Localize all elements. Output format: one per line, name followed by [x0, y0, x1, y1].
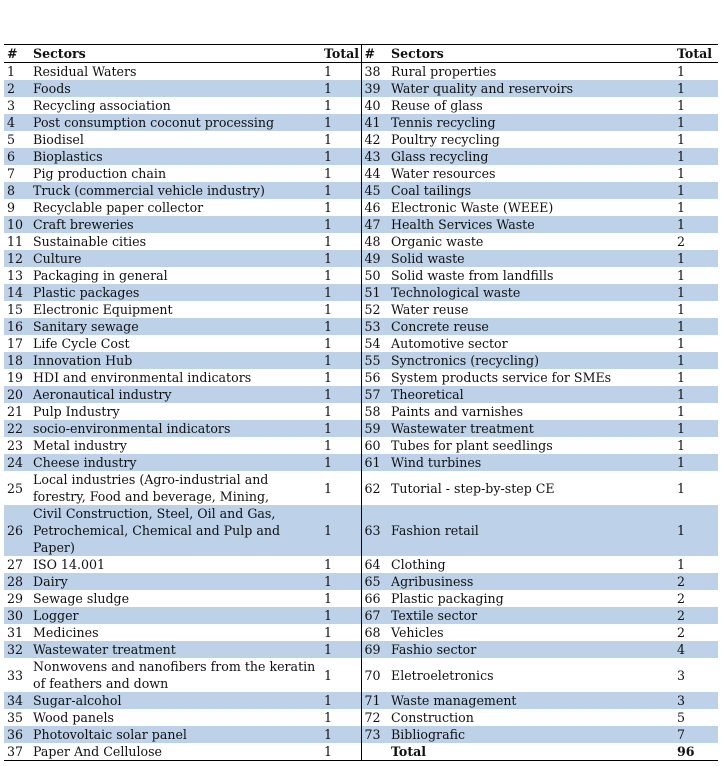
row-number-right: 43 [361, 148, 388, 165]
row-number-right: 56 [361, 369, 388, 386]
row-number-left: 10 [4, 216, 30, 233]
row-sector-right: Poultry recycling [391, 132, 500, 147]
row-total-right: 1 [677, 336, 686, 351]
row-sector-right: Paints and varnishes [391, 404, 524, 419]
row-total-left: 1 [324, 625, 333, 640]
table-row [4, 471, 718, 505]
row-total-left: 1 [324, 268, 333, 283]
row-number-left: 32 [4, 641, 30, 658]
row-number-right: 63 [361, 505, 388, 556]
table-row [4, 233, 718, 250]
row-number-right: 51 [361, 284, 388, 301]
row-sector-right: Reuse of glass [391, 98, 483, 113]
table-row [4, 624, 718, 641]
row-total-right: 1 [677, 64, 686, 79]
row-sector-left: Foods [30, 80, 320, 97]
row-total-left: 1 [320, 284, 361, 301]
row-number-left: 19 [7, 370, 24, 385]
row-total-right: 1 [677, 98, 686, 113]
row-number-right: 73 [361, 726, 388, 743]
row-sector-right: Textile sector [388, 607, 673, 624]
table-row [4, 63, 718, 81]
row-sector-right: Concrete reuse [388, 318, 673, 335]
header-row [4, 45, 718, 63]
row-number-right: 44 [361, 165, 388, 182]
row-number-right: 60 [361, 437, 388, 454]
row-number-right: 42 [361, 131, 388, 148]
header-total-right: Total [673, 45, 718, 63]
row-total-left: 1 [324, 336, 333, 351]
row-total-left: 1 [320, 505, 361, 556]
row-number-left: 17 [7, 336, 24, 351]
row-sector-right: Water quality and reservoirs [388, 80, 673, 97]
row-number-left: 20 [4, 386, 30, 403]
row-total-left: 1 [324, 98, 333, 113]
row-number-right: 70 [361, 658, 388, 692]
row-number-left: 30 [4, 607, 30, 624]
row-total-right: 1 [673, 216, 718, 233]
row-total-right: 1 [673, 250, 718, 267]
row-number-left: 27 [7, 557, 24, 572]
table-row [4, 386, 718, 403]
row-number-left: 25 [7, 480, 24, 496]
row-total-left: 1 [320, 216, 361, 233]
row-sector-right: Automotive sector [391, 336, 508, 351]
row-number-right: 45 [361, 182, 388, 199]
row-number-left: 29 [7, 591, 24, 606]
row-number-left: 14 [4, 284, 30, 301]
row-total-right: 2 [673, 607, 718, 624]
row-sector-left: Sugar-alcohol [30, 692, 320, 709]
row-sector-left: socio-environmental indicators [30, 420, 320, 437]
row-number-left: 5 [7, 132, 16, 147]
table-row [4, 658, 718, 692]
row-total-left: 1 [320, 420, 361, 437]
row-total-right: 1 [677, 302, 686, 317]
row-number-left: 28 [4, 573, 30, 590]
row-number-right: 55 [361, 352, 388, 369]
table-row [4, 505, 718, 556]
table-row [4, 114, 718, 131]
row-number-right: 69 [361, 641, 388, 658]
row-sector-left: Wood panels [33, 710, 114, 725]
row-total-right: 2 [677, 234, 686, 249]
row-total-right: 1 [677, 166, 686, 181]
row-number-right: 65 [361, 573, 388, 590]
row-sector-right: Coal tailings [388, 182, 673, 199]
row-sector-right: Organic waste [391, 234, 484, 249]
table-row [4, 97, 718, 114]
row-total-right: 2 [673, 573, 718, 590]
row-total-right: 1 [677, 438, 686, 453]
header-sectors-right: Sectors [388, 45, 673, 63]
row-total-right: 1 [673, 318, 718, 335]
row-sector-right: Bibliografic [388, 726, 673, 743]
table-row [4, 301, 718, 318]
row-number-left: 13 [7, 268, 24, 283]
row-total-left: 1 [320, 148, 361, 165]
row-total-left: 1 [324, 302, 333, 317]
row-number-right: 50 [361, 267, 388, 284]
row-sector-left: Paper And Cellulose [30, 743, 320, 761]
row-total-left: 1 [324, 132, 333, 147]
row-sector-right: Solid waste from landfills [391, 268, 554, 283]
row-number-right: 57 [361, 386, 388, 403]
row-sector-left: Life Cycle Cost [33, 336, 130, 351]
row-sector-right: Electronic Waste (WEEE) [391, 200, 554, 215]
row-number-right: 39 [361, 80, 388, 97]
row-number-left: 15 [7, 302, 24, 317]
table-row [4, 216, 718, 233]
row-total-left: 1 [324, 404, 333, 419]
row-sector-left: Aeronautical industry [30, 386, 320, 403]
row-number-left: 7 [7, 166, 16, 181]
row-total-right: 1 [677, 132, 686, 147]
table-row [4, 80, 718, 97]
row-number-right: 61 [361, 454, 388, 471]
row-number-right: 49 [361, 250, 388, 267]
table-row [4, 641, 718, 658]
table-row [4, 454, 718, 471]
row-total-left: 1 [320, 743, 361, 761]
row-number-left: 18 [4, 352, 30, 369]
table-row [4, 607, 718, 624]
row-sector-right: Agribusiness [388, 573, 673, 590]
table-row [4, 284, 718, 301]
row-sector-right: Theoretical [388, 386, 673, 403]
row-total-left: 1 [324, 234, 333, 249]
row-sector-left: Photovoltaic solar panel [30, 726, 320, 743]
row-total-right: 96 [673, 743, 718, 761]
row-total-right: 4 [673, 641, 718, 658]
row-sector-left: Post consumption coconut processing [30, 114, 320, 131]
row-sector-left: Craft breweries [30, 216, 320, 233]
table-row [4, 437, 718, 454]
row-total-left: 1 [324, 64, 333, 79]
row-total-left: 1 [324, 370, 333, 385]
row-total-right: 1 [673, 454, 718, 471]
row-total-left: 1 [320, 250, 361, 267]
table-row [4, 250, 718, 267]
row-number-right: 38 [361, 63, 388, 81]
table-row [4, 182, 718, 199]
row-sector-right: Water reuse [391, 302, 469, 317]
row-number-right: 52 [361, 301, 388, 318]
row-number-left: 36 [4, 726, 30, 743]
row-sector-left: Recycling association [33, 98, 171, 113]
row-number-left: 35 [7, 710, 24, 725]
row-number-right: 64 [361, 556, 388, 573]
row-number-right: 66 [361, 590, 388, 607]
table-row [4, 573, 718, 590]
row-sector-left: Civil Construction, Steel, Oil and Gas, Petrochemical, Chemical and Pulp and Paper) [30, 505, 320, 556]
row-sector-left: Innovation Hub [30, 352, 320, 369]
row-number-right: 48 [361, 233, 388, 250]
row-sector-right: Vehicles [391, 625, 444, 640]
row-sector-right: Waste management [388, 692, 673, 709]
row-total-left: 1 [320, 352, 361, 369]
row-sector-right: Tubes for plant seedlings [391, 438, 553, 453]
table-row [4, 335, 718, 352]
row-number-left: 22 [4, 420, 30, 437]
row-number-left: 4 [4, 114, 30, 131]
row-sector-right: Fashio sector [388, 641, 673, 658]
row-number-right: 58 [361, 403, 388, 420]
row-sector-right: Technological waste [388, 284, 673, 301]
table-row [4, 709, 718, 726]
row-number-right: 71 [361, 692, 388, 709]
row-number-left: 2 [4, 80, 30, 97]
row-total-right: 1 [677, 404, 686, 419]
table-row [4, 199, 718, 216]
row-sector-left: Wastewater treatment [30, 641, 320, 658]
row-sector-right: Eletroeletronics [391, 667, 494, 683]
table-row [4, 131, 718, 148]
row-number-right: 67 [361, 607, 388, 624]
row-number-left: 23 [7, 438, 24, 453]
row-sector-left: Recyclable paper collector [33, 200, 204, 215]
row-total-left: 1 [324, 200, 333, 215]
row-number-left: 12 [4, 250, 30, 267]
row-sector-left: Cheese industry [30, 454, 320, 471]
table-body [4, 63, 718, 761]
row-number-left: 6 [4, 148, 30, 165]
row-total-right: 1 [673, 114, 718, 131]
row-number-right: 53 [361, 318, 388, 335]
row-sector-right: Synctronics (recycling) [388, 352, 673, 369]
row-sector-right: Plastic packaging [391, 591, 504, 606]
header-total-left: Total [320, 45, 361, 63]
row-total-left: 1 [320, 607, 361, 624]
row-sector-left: Dairy [30, 573, 320, 590]
row-sector-left: Sewage sludge [33, 591, 130, 606]
row-sector-left: Sustainable cities [33, 234, 147, 249]
row-number-right [361, 743, 388, 761]
row-number-right: 47 [361, 216, 388, 233]
table-row [4, 165, 718, 182]
row-number-left: 26 [4, 505, 30, 556]
row-total-left: 1 [324, 710, 333, 725]
row-sector-right: Total [388, 743, 673, 761]
row-sector-right: Wind turbines [388, 454, 673, 471]
table-row [4, 352, 718, 369]
table-row [4, 403, 718, 420]
table-row [4, 556, 718, 573]
row-total-left: 1 [320, 692, 361, 709]
row-total-left: 1 [320, 641, 361, 658]
row-sector-left: Pulp Industry [33, 404, 120, 419]
row-sector-right: Wastewater treatment [388, 420, 673, 437]
table-row [4, 318, 718, 335]
header-number-left: # [4, 45, 30, 63]
row-number-left: 3 [7, 98, 16, 113]
row-total-right: 2 [677, 591, 686, 606]
row-number-left: 1 [7, 64, 16, 79]
table-row [4, 692, 718, 709]
row-total-left: 1 [324, 557, 333, 572]
row-sector-left: Truck (commercial vehicle industry) [30, 182, 320, 199]
row-total-right: 5 [677, 710, 686, 725]
row-total-right: 1 [673, 505, 718, 556]
row-number-right: 54 [361, 335, 388, 352]
row-total-right: 3 [673, 692, 718, 709]
row-sector-left: Pig production chain [33, 166, 167, 181]
sectors-table [4, 44, 718, 761]
row-number-right: 41 [361, 114, 388, 131]
row-total-right: 3 [677, 667, 686, 683]
row-total-right: 1 [673, 386, 718, 403]
row-number-right: 59 [361, 420, 388, 437]
header-sectors-left: Sectors [30, 45, 320, 63]
row-sector-right: Construction [391, 710, 474, 725]
row-total-right: 1 [673, 182, 718, 199]
row-total-right: 1 [677, 480, 686, 496]
row-total-left: 1 [324, 480, 333, 496]
row-sector-left: Culture [30, 250, 320, 267]
row-total-right: 1 [673, 80, 718, 97]
row-sector-left: HDI and environmental indicators [33, 370, 252, 385]
row-number-left: 16 [4, 318, 30, 335]
row-total-left: 1 [320, 80, 361, 97]
row-sector-left: Sanitary sewage [30, 318, 320, 335]
row-number-right: 40 [361, 97, 388, 114]
row-number-right: 62 [361, 471, 388, 505]
sectors-table-container [4, 44, 718, 761]
row-sector-right: System products service for SMEs [391, 370, 612, 385]
row-total-right: 1 [677, 557, 686, 572]
row-total-left: 1 [320, 318, 361, 335]
table-row [4, 590, 718, 607]
table-row [4, 267, 718, 284]
row-total-left: 1 [320, 726, 361, 743]
row-number-left: 9 [7, 200, 16, 215]
row-number-left: 21 [7, 404, 24, 419]
table-row [4, 369, 718, 386]
header-number-right: # [361, 45, 388, 63]
row-total-left: 1 [320, 454, 361, 471]
row-number-left: 31 [7, 625, 24, 640]
row-total-left: 1 [320, 114, 361, 131]
table-row [4, 743, 718, 761]
table-row [4, 726, 718, 743]
row-total-left: 1 [324, 667, 333, 683]
row-number-right: 72 [361, 709, 388, 726]
row-sector-left: Medicines [33, 625, 99, 640]
row-sector-left: Electronic Equipment [33, 302, 173, 317]
row-total-left: 1 [324, 591, 333, 606]
table-row [4, 148, 718, 165]
row-sector-right: Solid waste [388, 250, 673, 267]
row-total-left: 1 [320, 386, 361, 403]
row-number-left: 37 [4, 743, 30, 761]
row-total-right: 1 [673, 420, 718, 437]
row-number-left: 33 [7, 667, 24, 683]
row-total-right: 1 [677, 268, 686, 283]
row-total-right: 7 [673, 726, 718, 743]
row-total-left: 1 [320, 182, 361, 199]
table-row [4, 420, 718, 437]
row-number-left: 24 [4, 454, 30, 471]
row-total-right: 2 [677, 625, 686, 640]
row-sector-right: Rural properties [391, 64, 497, 79]
row-sector-right: Tutorial - step-by-step CE [391, 480, 555, 496]
row-sector-left: Local industries (Agro-industrial and forestry, Food and beverage, Mining, [33, 472, 270, 504]
row-sector-left: Residual Waters [33, 64, 137, 79]
row-total-left: 1 [320, 573, 361, 590]
row-total-right: 1 [673, 352, 718, 369]
row-sector-left: Plastic packages [30, 284, 320, 301]
row-total-left: 1 [324, 438, 333, 453]
row-total-right: 1 [673, 284, 718, 301]
row-number-left: 34 [4, 692, 30, 709]
row-sector-right: Clothing [391, 557, 446, 572]
row-total-right: 1 [677, 370, 686, 385]
row-sector-left: Metal industry [33, 438, 127, 453]
row-sector-right: Fashion retail [388, 505, 673, 556]
row-total-right: 1 [673, 148, 718, 165]
row-sector-left: Biodisel [33, 132, 84, 147]
row-sector-left: Bioplastics [30, 148, 320, 165]
row-total-left: 1 [324, 166, 333, 181]
row-number-right: 68 [361, 624, 388, 641]
row-sector-right: Tennis recycling [388, 114, 673, 131]
row-sector-right: Glass recycling [388, 148, 673, 165]
row-total-right: 1 [677, 200, 686, 215]
row-sector-left: ISO 14.001 [33, 557, 105, 572]
row-sector-left: Logger [30, 607, 320, 624]
row-sector-right: Water resources [391, 166, 496, 181]
row-sector-right: Health Services Waste [388, 216, 673, 233]
row-number-left: 8 [4, 182, 30, 199]
row-number-right: 46 [361, 199, 388, 216]
row-number-left: 11 [7, 234, 24, 249]
row-sector-left: Packaging in general [33, 268, 168, 283]
row-sector-left: Nonwovens and nanofibers from the keratin of feathers and down [33, 659, 316, 691]
